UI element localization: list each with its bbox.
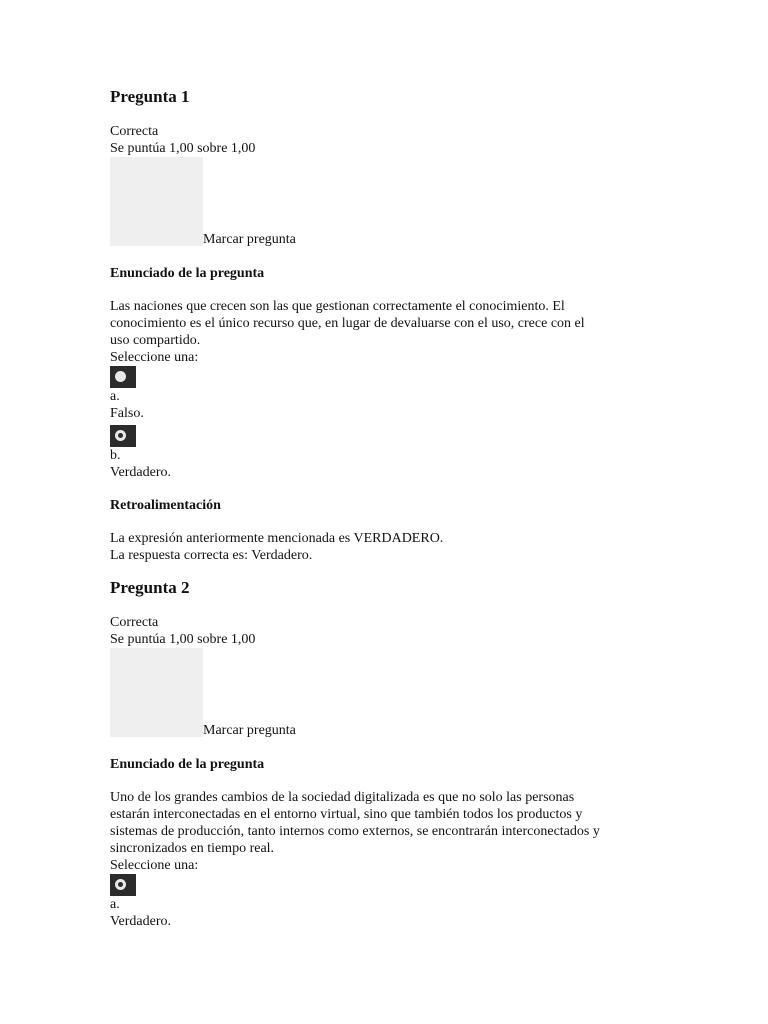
prompt-heading: Enunciado de la pregunta [110,757,265,772]
question-text-line: Las naciones que crecen son las que gestionan correctamente el conocimiento. El [110,299,565,314]
question-title: Pregunta 2 [110,578,190,597]
option-text: Falso. [110,406,144,421]
question-text-line: sistemas de producción, tanto internos como externos, se encontrarán interconectados y [110,824,600,839]
question-status: Correcta [110,615,159,630]
select-label: Seleccione una: [110,858,199,873]
option-a[interactable] [110,366,670,422]
question-text-line: Uno de los grandes cambios de la sociedad digitalizada es que no solo las personas [110,790,575,805]
question-text-line: sincronizados en tiempo real. [110,841,275,856]
question-2 [110,578,670,930]
feedback-line: La respuesta correcta es: Verdadero. [110,548,313,563]
question-status: Correcta [110,124,159,139]
flag-question-row[interactable] [110,648,670,740]
radio-icon[interactable] [110,366,136,388]
option-letter: a. [110,897,120,912]
flag-icon[interactable] [110,648,203,737]
flag-question-label[interactable]: Marcar pregunta [203,723,296,738]
select-label: Seleccione una: [110,350,199,365]
radio-checked-icon[interactable] [110,425,136,447]
option-letter: a. [110,389,120,404]
option-text: Verdadero. [110,465,172,480]
question-text-line: uso compartido. [110,333,201,348]
flag-question-label[interactable]: Marcar pregunta [203,232,296,247]
question-title: Pregunta 1 [110,87,190,106]
option-letter: b. [110,448,121,463]
question-text [110,789,670,857]
question-text-line: conocimiento es el único recurso que, en lugar de devaluarse con el uso, crece con el [110,316,585,331]
feedback-heading: Retroalimentación [110,498,221,513]
feedback-line: La expresión anteriormente mencionada es VERDADERO. [110,531,444,546]
flag-question-row[interactable] [110,157,670,249]
radio-checked-icon[interactable] [110,874,136,896]
prompt-heading: Enunciado de la pregunta [110,266,265,281]
flag-icon[interactable] [110,157,203,246]
option-b[interactable] [110,425,670,481]
question-text [110,298,670,349]
question-text-line: estarán interconectadas en el entorno virtual, sino que también todos los productos y [110,807,583,822]
question-1 [110,87,670,564]
option-text: Verdadero. [110,914,172,929]
question-score: Se puntúa 1,00 sobre 1,00 [110,141,256,156]
option-a[interactable] [110,874,670,930]
question-score: Se puntúa 1,00 sobre 1,00 [110,632,256,647]
